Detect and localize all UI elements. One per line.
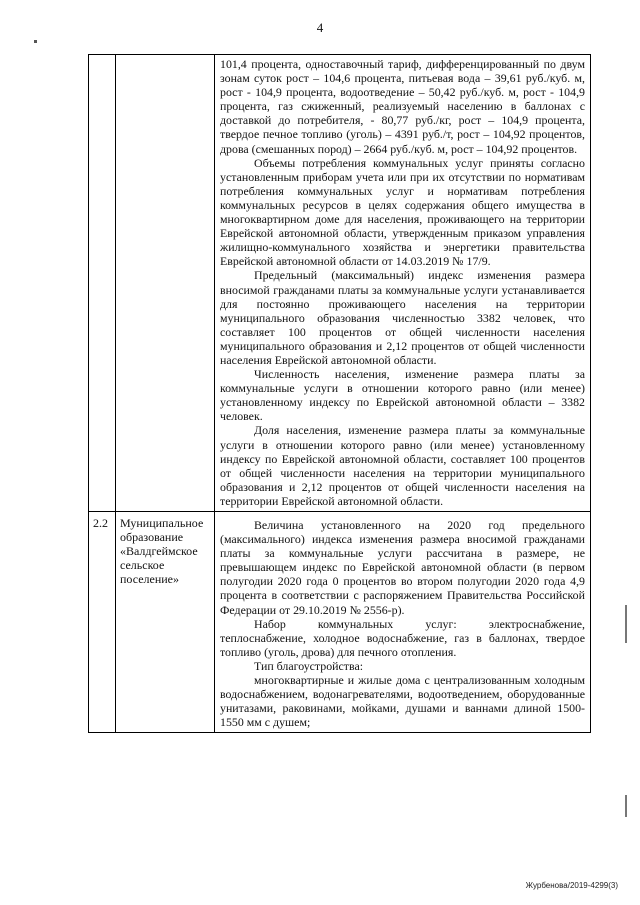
page-number: 4 (316, 20, 324, 35)
scan-margin-mark (625, 605, 627, 643)
table-row (89, 55, 591, 512)
paragraph: Объемы потребления коммунальных услуг приняты согласно установленным приборам учета или при их отсутствии по нормативам потребления коммунальных услуг и нормативам потребления коммунальных ресурсов в целях содержания общего имущества в многоквартирном доме для населения, проживающего на территории Еврейской автономной области, утвержденным приказом управления жилищно-коммунального хозяйства и энергетики правительства Еврейской автономной области от 14.03.2019 № 17/9. (220, 155, 585, 269)
scan-speck (34, 40, 37, 43)
paragraph: Тип благоустройства: (254, 658, 364, 673)
document-table (88, 54, 591, 733)
paragraph: Доля населения, изменение размера платы за коммунальные услуги в отношении которого равно (или менее) установленному индексу по Еврейской автономной области, составляет 100 процентов от общей численности населения на территории муниципального образования и 2,12 процентов от общей численности населения на территории Еврейской автономной области. (220, 423, 585, 508)
paragraph: многоквартирные и жилые дома с централизованным холодным водоснабжением, водонагревателями, водоотведением, оборудованные унитазами, раковинами, мойками, душами и ваннами длиной 1500-1550 мм с душем; (220, 673, 585, 730)
row-number (89, 55, 116, 512)
scan-margin-mark (625, 795, 627, 817)
paragraph: Предельный (максимальный) индекс изменения размера вносимой гражданами платы за коммунальные услуги устанавливается для постоянно проживающего населения на территории муниципального образования численностью 3382 человек, что составляет 100 процентов от общей численности населения муниципального образования и 2,12 процентов от общей численности населения Еврейской автономной области. (220, 268, 585, 367)
paragraph: Набор коммунальных услуг: электроснабжение, теплоснабжение, холодное водоснабжение, газ в баллонах, твердое топливо (уголь, дрова) для печного отопления. (220, 616, 585, 659)
description-cell (215, 512, 591, 733)
municipality-name (116, 55, 215, 512)
document-footer-code: Журбенова/2019-4299(3) (525, 881, 618, 890)
paragraph: 101,4 процента, одноставочный тариф, дифференцированный по двум зонам суток рост – 104,6 процента, питьевая вода – 39,61 руб./куб. м, рост - 104,9 процента, водоотведение – 50,42 руб./куб. м, рост - 104,9 процента, газ сжиженный, реализуемый населению в баллонах с доставкой до потребителя, - 80,77 руб./кг, рост – 104,9 процента, твердое печное топливо (уголь) – 4391 руб./т, рост – 104,92 процентов, дрова (смешанных пород) – 2664 руб./куб. м, рост – 104,92 процентов. (220, 57, 585, 156)
description-cell (215, 55, 591, 512)
paragraph: Величина установленного на 2020 год предельного (максимального) индекса изменения размера вносимой гражданами платы за коммунальные услуги рассчитана в размере, не превышающем индекс по Еврейской автономной области (в первом полугодии 2020 года 0 процентов во втором полугодии 2020 года 4,9 процента в соответствии с распоряжением Правительства Российской Федерации от 29.10.2019 № 2556-р). (220, 518, 585, 617)
municipality-name: Муниципальное образование «Валдгеймское сельское поселение» (116, 512, 215, 733)
paragraph: Численность населения, изменение размера платы за коммунальные услуги в отношении которого равно (или менее) установленному индексу по Еврейской автономной области – 3382 человек. (220, 367, 585, 424)
row-number: 2.2 (89, 512, 116, 733)
table-row (89, 512, 591, 733)
